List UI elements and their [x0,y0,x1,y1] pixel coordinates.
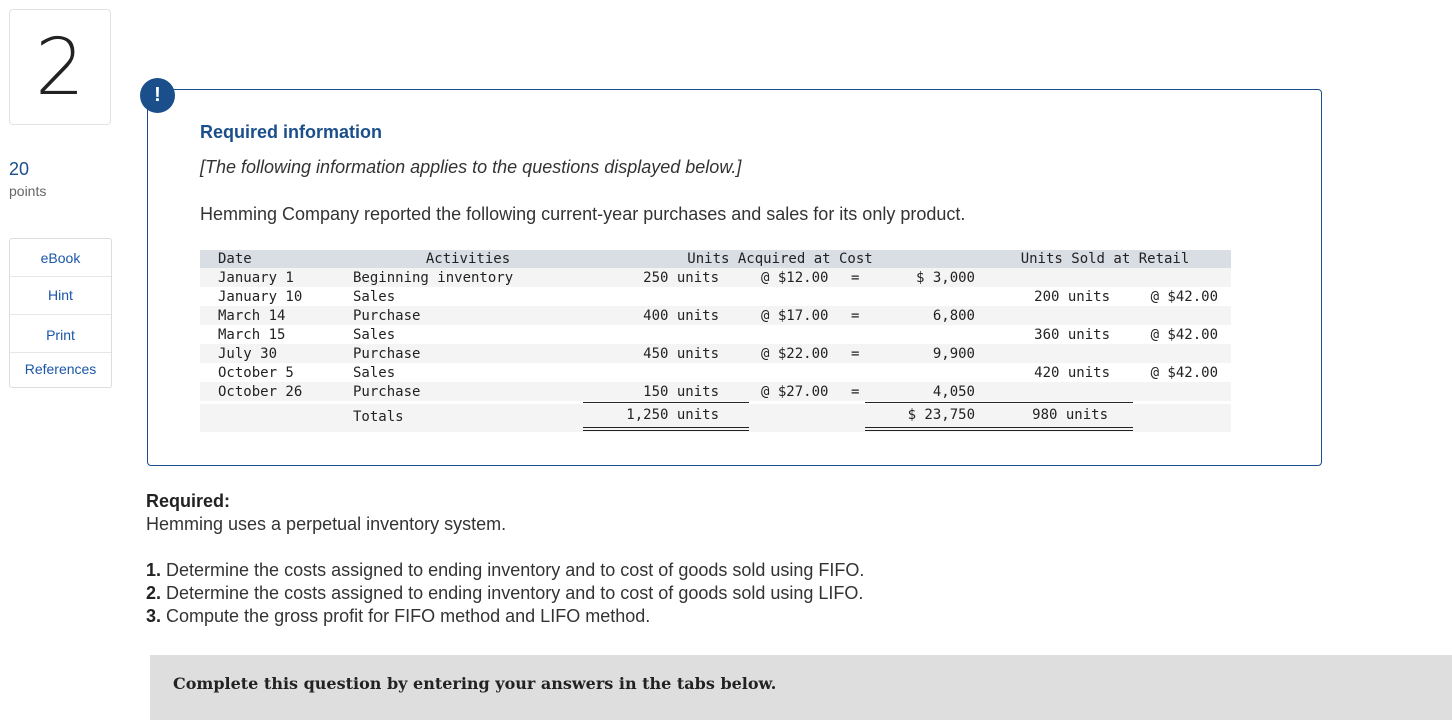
row-acquired-price: @ $22.00 [761,346,829,362]
question-number: 2 [9,9,111,125]
inventory-table [200,250,1231,432]
row-acquired-cost: 4,050 [932,384,975,400]
required-heading: Required: [146,491,231,511]
row-equals: = [851,384,860,400]
row-date: October 26 [218,384,303,400]
row-date: January 1 [218,270,294,286]
points-label: points [9,183,47,199]
row-sold-units: 200 units [1034,289,1110,305]
complete-question-banner [150,655,1452,720]
row-equals: = [851,270,860,286]
totals-acquired-cost: $ 23,750 [907,407,975,423]
points-value: 20 [9,159,30,179]
inventory-system-note: Hemming uses a perpetual inventory system. [146,514,507,534]
totals-acquired-units: 1,250 units [626,407,719,423]
row-acquired-units: 150 units [643,384,719,400]
totals-label: Totals [353,409,404,425]
row-sold-price: @ $42.00 [1150,327,1218,343]
row-sold-units: 360 units [1034,327,1110,343]
task-number: 2. [146,583,162,603]
header-activities: Activities [425,251,511,267]
row-activity: Purchase [353,346,421,362]
references-link[interactable]: References [24,361,97,377]
total-double-rule-units [583,427,749,431]
header-units-acquired: Units Acquired at Cost [687,251,873,267]
header-date: Date [218,251,252,267]
subtotal-rule-units [583,402,749,403]
row-date: October 5 [218,365,294,381]
row-acquired-units: 450 units [643,346,719,362]
subtotal-rule-cost [865,402,1133,403]
row-activity: Purchase [353,384,421,400]
task-number: 3. [146,606,162,626]
row-date: March 15 [218,327,286,343]
row-acquired-price: @ $17.00 [761,308,829,324]
row-sold-units: 420 units [1034,365,1110,381]
row-date: March 14 [218,308,286,324]
row-activity: Purchase [353,308,421,324]
row-activity: Sales [353,289,396,305]
row-acquired-cost: $ 3,000 [915,270,975,286]
task-text: Determine the costs assigned to ending inventory and to cost of goods sold using LIFO. [161,583,864,603]
task-text: Determine the costs assigned to ending inventory and to cost of goods sold using FIFO. [161,560,865,580]
row-activity: Sales [353,365,396,381]
row-date: July 30 [218,346,278,362]
task-item [146,583,863,604]
row-equals: = [851,308,860,324]
row-acquired-cost: 6,800 [932,308,975,324]
row-date: January 10 [218,289,303,305]
row-acquired-cost: 9,900 [932,346,975,362]
totals-sold-units: 980 units [1032,407,1108,423]
print-link[interactable]: Print [10,315,111,353]
row-acquired-units: 400 units [643,308,719,324]
row-equals: = [851,346,860,362]
row-sold-price: @ $42.00 [1150,365,1218,381]
hint-link[interactable]: Hint [10,277,111,315]
required-information-title: Required information [200,122,383,142]
task-item [146,560,864,581]
ebook-link[interactable]: eBook [10,239,111,277]
row-acquired-price: @ $27.00 [761,384,829,400]
row-acquired-price: @ $12.00 [761,270,829,286]
header-units-sold: Units Sold at Retail [1020,251,1190,267]
row-activity: Sales [353,327,396,343]
problem-intro: Hemming Company reported the following current-year purchases and sales for its only product. [200,204,966,224]
row-sold-price: @ $42.00 [1150,289,1218,305]
resource-sidebar [9,238,112,388]
row-acquired-units: 250 units [643,270,719,286]
total-double-rule-cost [865,427,1133,431]
information-note: [The following information applies to the questions displayed below.] [200,157,742,177]
task-number: 1. [146,560,162,580]
row-activity: Beginning inventory [353,270,514,286]
alert-icon: ! [140,78,175,113]
task-text: Compute the gross profit for FIFO method and LIFO method. [161,606,651,626]
task-item [146,606,650,627]
complete-question-text: Complete this question by entering your answers in the tabs below. [173,674,777,693]
